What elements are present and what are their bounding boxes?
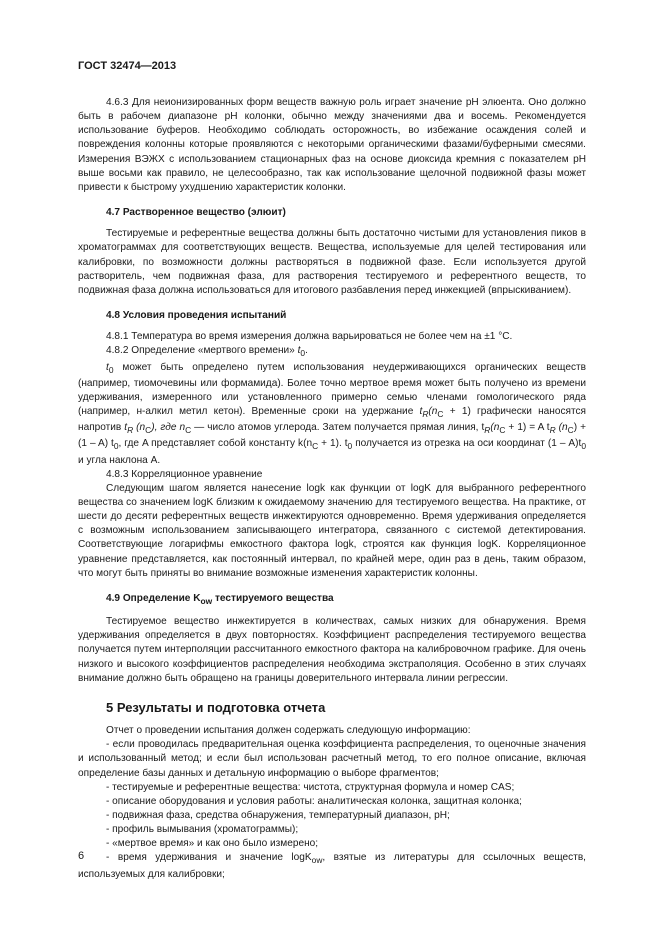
page-content [78, 96, 586, 882]
page-number: 6 [78, 850, 85, 862]
paragraph-4-8-2: $t_0$ может быть определено путем использования неудерживающихся органических веществ (например, тиомочевины или формамида). Более точно мертвое время может быть получено из времени удерживания, измеренного или установленного примерно семью членами гомологического ряда (например, н-алкил метил кетон). Временные сроки на удержание $t_R(n_C + 1)$ графически наносятся напротив $t_R$ $(n_C)$, где $n_C$ — число атомов углерода. Затем получается прямая линия, $t_R(n_C + 1) = A$ $t_R$ $(n_C) + (1 - A)$ $t_0$, где A представляет собой константу $k(n_C + 1)$. $t_0$ получается из отрезка на оси координат $(1 - A)t_0$ и угла наклона A. [78, 361, 587, 466]
list-item: - «мертвое время» и как оно было измерено; [106, 838, 319, 850]
list-item: - подвижная фаза, средства обнаружения, температурный диапазон, pH; [106, 809, 450, 821]
paragraph-4-8-3: Следующим шагом является нанесение logk как функции от logK для выбранного референтного вещества со значением logK близким к ожидаемому значению для тестируемого вещества. На практике, от шести до десяти референтных веществ инжектируются одновременно. Время удерживания определяется с возможным использованием записывающего интегратора, связанного с системой детектирования. Соответствующие логарифмы емкостного фактора logk, строятся как функция logK. Корреляционное уравнение представляется, как постоянный интервал, по крайней мере, один раз в день, таким образом, что могут быть приняты во внимание возможные изменения характеристик колонны. [78, 482, 586, 579]
list-item: - тестируемые и референтные вещества: чистота, структурная формула и номер CAS; [106, 781, 515, 793]
paragraph-5-intro: Отчет о проведении испытания должен содержать следующую информацию: [106, 725, 471, 737]
paragraph-4-9: Тестируемое вещество инжектируется в количествах, самых низких для обнаружения. Время удерживания определяется в двух повторностях. Коэффициент распределения тестируемого вещества получается путем интерполяции рассчитанного емкостного фактора на калибровочном графике. Для очень низкого и высокого коэффициентов распределения необходима экстраполяция. Особенно в этих случаях внимание должно быть обращено на границы доверительного интервала линии регрессии. [78, 616, 586, 684]
paragraph-4-8-2-title: 4.8.2 Определение «мертвого времени» $t_0$. [106, 345, 308, 359]
document-header: ГОСТ 32474—2013 [78, 60, 177, 72]
heading-4-7: 4.7 Растворенное вещество (элюит) [106, 207, 286, 219]
paragraph-4-8-1: 4.8.1 Температура во время измерения должна варьироваться не более чем на ±1 °C. [106, 331, 513, 343]
paragraph-4-8-3-title: 4.8.3 Корреляционное уравнение [106, 468, 263, 480]
list-item: - время удерживания и значение logK$_{ow}$, взятые из литературы для ссылочных веществ, используемых для калибровки; [78, 852, 586, 880]
list-item: - если проводилась предварительная оценка коэффициента распределения, то оценочные значения и использованный метод; и если был использован расчетный метод, то его полное описание, включая определение базы данных и детальную информацию о выборе фрагментов; [78, 739, 586, 779]
paragraph-4-7: Тестируемые и референтные вещества должны быть достаточно чистыми для установления пиков в хроматограммах для соответствующих веществ. Вещества, используемые для целей тестирования или калибровки, по возможности должны растворяться в подвижной фазе. Если используется другой растворитель, чем подвижная фаза, для растворения тестируемого и референтного веществ, то подвижная фаза должна использоваться для итогового разбавления перед инжекцией (впрыскиванием). [78, 228, 586, 296]
heading-4-9: 4.9 Определение $K_{ow}$ тестируемого вещества [106, 592, 334, 606]
list-item: - профиль вымывания (хроматограммы); [106, 824, 299, 836]
list-item: - описание оборудования и условия работы: аналитическая колонка, защитная колонка; [106, 795, 522, 807]
heading-5: 5 Результаты и подготовка отчета [106, 699, 326, 715]
paragraph-4-6-3: 4.6.3 Для неионизированных форм веществ важную роль играет значение pH элюента. Оно должно быть в рабочем диапазоне pH колонки, обычно между значениями два и восемь. Рекомендуется использование буферов. Необходимо соблюдать осторожность, во избежание осаждения солей и повреждения колонны которые проявляются с некоторыми органическими фазами/буферными смесями. Измерения ВЭЖХ с использованием стационарных фаз на основе диоксида кремния с показателем pH выше восьми как правило, не целесообразно, так как использование щелочной подвижной фазы может привести к быстрому ухудшению характеристик колонки. [78, 97, 586, 193]
heading-4-8: 4.8 Условия проведения испытаний [106, 310, 287, 322]
